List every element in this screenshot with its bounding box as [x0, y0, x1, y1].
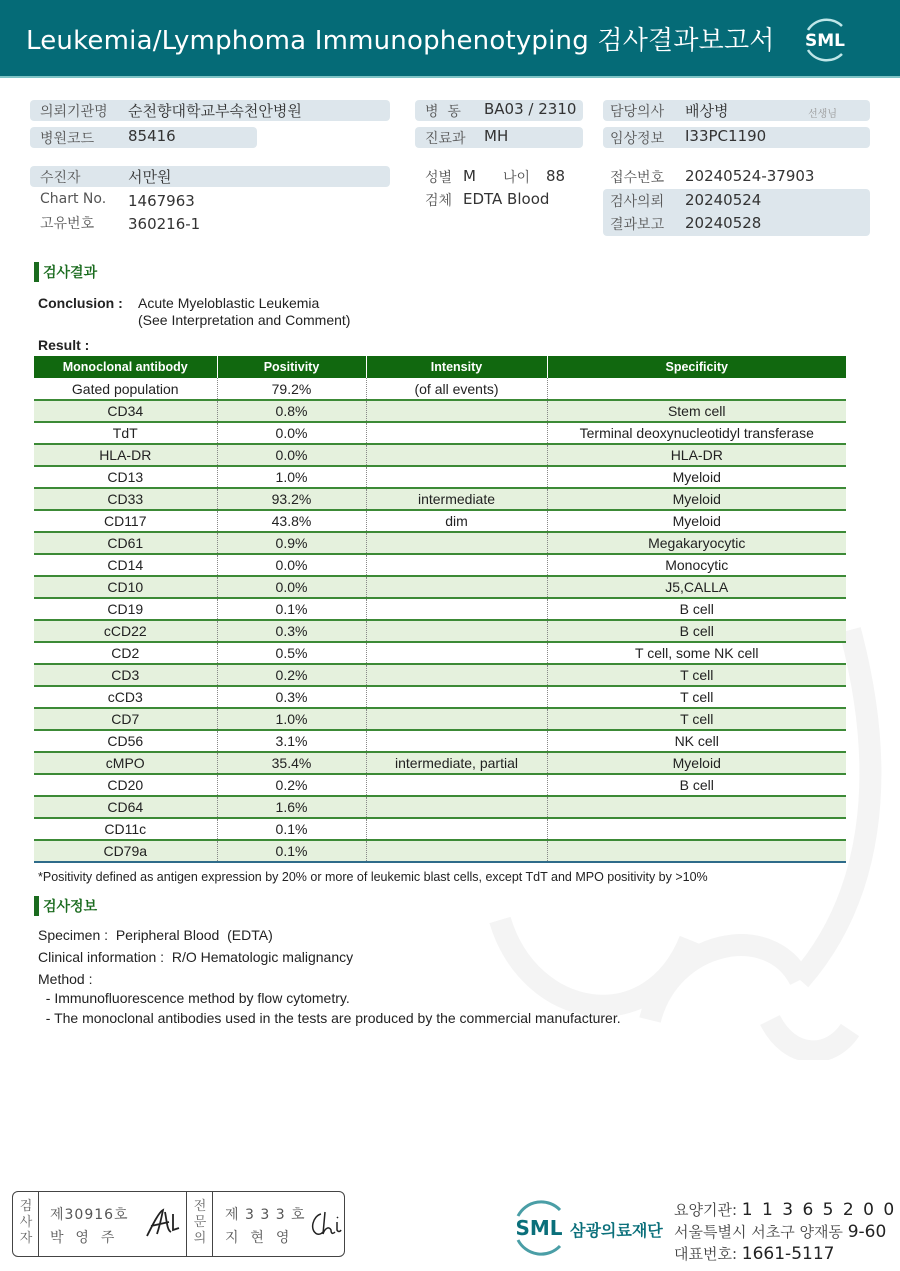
cell-specificity — [547, 840, 846, 862]
report-date-value: 20240528 — [685, 214, 762, 232]
column-header-positivity: Positivity — [217, 356, 366, 378]
cell-intensity — [366, 620, 547, 642]
institution-code-value: 1 1 3 6 5 2 0 0 — [741, 1200, 897, 1220]
cell-intensity — [366, 686, 547, 708]
report-header — [0, 0, 900, 78]
cell-specificity: Monocytic — [547, 554, 846, 576]
conclusion-line1: Acute Myeloblastic Leukemia — [138, 295, 320, 311]
specialist-info-col — [213, 1192, 345, 1256]
table-row — [34, 752, 846, 774]
cell-specificity: Stem cell — [547, 400, 846, 422]
report-title: Leukemia/Lymphoma Immunophenotyping 검사결과보고서 — [26, 26, 775, 56]
table-row — [34, 598, 846, 620]
cell-positivity: 0.8% — [217, 400, 366, 422]
table-row — [34, 554, 846, 576]
method-item: - Immunofluorescence method by flow cytometry. — [38, 990, 350, 1006]
cell-intensity — [366, 818, 547, 840]
phone-value: 1661-5117 — [741, 1244, 835, 1264]
cell-intensity — [366, 774, 547, 796]
table-header-row — [34, 356, 846, 378]
result-label: Result : — [38, 337, 90, 353]
ward-label: 병 동 — [425, 104, 461, 120]
receipt-no-label: 접수번호 — [610, 170, 665, 186]
cell-antibody: CD20 — [34, 774, 217, 796]
cell-specificity — [547, 378, 846, 400]
institution-code-label: 요양기관: — [674, 1201, 738, 1219]
cell-specificity — [547, 796, 846, 818]
cell-antibody: CD34 — [34, 400, 217, 422]
hospital-code-value: 85416 — [128, 127, 176, 145]
request-date-label: 검사의뢰 — [610, 194, 665, 210]
phone-label: 대표번호: — [674, 1245, 738, 1263]
cell-intensity — [366, 400, 547, 422]
examiner-name: 박 영 주 — [50, 1230, 116, 1246]
cell-positivity: 79.2% — [217, 378, 366, 400]
cell-specificity: T cell — [547, 686, 846, 708]
institution-code — [674, 1199, 896, 1220]
clinical-info-value: I33PC1190 — [685, 127, 767, 145]
positivity-footnote: *Positivity defined as antigen expression by 20% or more of leukemic blast cells, except TdT and MPO positivity by >10% — [38, 870, 708, 884]
examiner-info-col — [39, 1192, 187, 1256]
test-info-section-title: 검사정보 — [43, 899, 98, 915]
column-header-specificity: Specificity — [547, 356, 846, 378]
institution-label: 의뢰기관명 — [40, 104, 108, 120]
cell-antibody: cCD3 — [34, 686, 217, 708]
specialist-name: 지 현 영 — [225, 1230, 291, 1246]
cell-positivity: 0.3% — [217, 620, 366, 642]
dept-label: 진료과 — [425, 131, 466, 147]
table-row — [34, 620, 846, 642]
chart-no-label: Chart No. — [40, 191, 107, 207]
examiner-label-col — [13, 1192, 39, 1256]
cell-intensity — [366, 466, 547, 488]
cell-intensity: (of all events) — [366, 378, 547, 400]
cell-specificity: B cell — [547, 774, 846, 796]
cell-positivity: 35.4% — [217, 752, 366, 774]
specialist-license-no: 제 3 3 3 호 — [225, 1207, 306, 1223]
cell-positivity: 0.9% — [217, 532, 366, 554]
cell-positivity: 43.8% — [217, 510, 366, 532]
examiner-signature-icon — [143, 1206, 183, 1240]
cell-positivity: 1.6% — [217, 796, 366, 818]
table-row — [34, 576, 846, 598]
cell-intensity — [366, 708, 547, 730]
sml-logo-icon — [798, 12, 852, 66]
report-date-label: 결과보고 — [610, 217, 665, 233]
age-value: 88 — [546, 167, 566, 185]
address-number: 9-60 — [847, 1222, 887, 1242]
results-table-body — [34, 378, 846, 862]
conclusion-label: Conclusion : — [38, 295, 123, 311]
table-row — [34, 664, 846, 686]
dept-value: MH — [484, 127, 509, 145]
table-row — [34, 818, 846, 840]
cell-specificity: Myeloid — [547, 752, 846, 774]
specialist-signature-icon — [307, 1208, 343, 1240]
address — [674, 1221, 886, 1242]
cell-intensity — [366, 554, 547, 576]
signature-box — [12, 1191, 345, 1257]
cell-intensity — [366, 730, 547, 752]
cell-positivity: 3.1% — [217, 730, 366, 752]
cell-specificity: NK cell — [547, 730, 846, 752]
cell-positivity: 0.1% — [217, 598, 366, 620]
patient-label: 수진자 — [40, 170, 81, 186]
cell-positivity: 0.1% — [217, 840, 366, 862]
cell-intensity — [366, 796, 547, 818]
chart-no-value: 1467963 — [128, 192, 195, 210]
cell-antibody: CD56 — [34, 730, 217, 752]
cell-intensity — [366, 576, 547, 598]
table-row — [34, 422, 846, 444]
cell-specificity: Myeloid — [547, 466, 846, 488]
doctor-suffix: 선생님 — [808, 109, 837, 120]
table-row — [34, 642, 846, 664]
cell-positivity: 0.0% — [217, 422, 366, 444]
cell-antibody: CD7 — [34, 708, 217, 730]
cell-intensity — [366, 532, 547, 554]
table-row — [34, 378, 846, 400]
receipt-no-value: 20240524-37903 — [685, 167, 815, 185]
svg-text:SML: SML — [515, 1216, 563, 1240]
cell-intensity — [366, 840, 547, 862]
cell-antibody: cMPO — [34, 752, 217, 774]
cell-antibody: CD13 — [34, 466, 217, 488]
cell-positivity: 93.2% — [217, 488, 366, 510]
cell-antibody: CD64 — [34, 796, 217, 818]
cell-intensity — [366, 444, 547, 466]
cell-intensity — [366, 422, 547, 444]
table-row — [34, 444, 846, 466]
org-name: 삼광의료재단 — [570, 1221, 663, 1240]
cell-positivity: 0.0% — [217, 576, 366, 598]
cell-positivity: 0.1% — [217, 818, 366, 840]
table-row — [34, 840, 846, 862]
cell-intensity — [366, 598, 547, 620]
cell-specificity: Megakaryocytic — [547, 532, 846, 554]
section-bar — [34, 262, 39, 282]
unique-no-label: 고유번호 — [40, 216, 95, 232]
table-row — [34, 532, 846, 554]
cell-specificity: Myeloid — [547, 488, 846, 510]
phone — [674, 1243, 834, 1264]
table-row — [34, 466, 846, 488]
table-row — [34, 730, 846, 752]
doctor-value: 배상병 — [685, 102, 729, 120]
cell-intensity: dim — [366, 510, 547, 532]
cell-intensity: intermediate — [366, 488, 547, 510]
svg-text:SML: SML — [805, 31, 845, 51]
specimen-label: 검체 — [425, 193, 453, 209]
cell-specificity: J5,CALLA — [547, 576, 846, 598]
unique-no-value: 360216-1 — [128, 215, 201, 233]
cell-antibody: CD79a — [34, 840, 217, 862]
institution-value: 순천향대학교부속천안병원 — [128, 102, 302, 120]
method-item: - The monoclonal antibodies used in the tests are produced by the commercial manufacturer. — [38, 1010, 621, 1026]
patient-row-bg — [30, 166, 390, 187]
sex-value: M — [463, 167, 476, 185]
hospital-code-label: 병원코드 — [40, 131, 95, 147]
cell-specificity: HLA-DR — [547, 444, 846, 466]
specimen-line: Specimen : Peripheral Blood (EDTA) — [38, 927, 273, 943]
cell-specificity — [547, 818, 846, 840]
cell-antibody: CD14 — [34, 554, 217, 576]
examiner-label: 검 사 자 — [19, 1199, 33, 1246]
cell-positivity: 0.2% — [217, 664, 366, 686]
cell-positivity: 1.0% — [217, 466, 366, 488]
ward-value: BA03 / 2310 — [484, 100, 577, 118]
cell-antibody: CD33 — [34, 488, 217, 510]
cell-antibody: CD10 — [34, 576, 217, 598]
cell-specificity: Myeloid — [547, 510, 846, 532]
clinical-line: Clinical information : R/O Hematologic malignancy — [38, 949, 354, 965]
cell-antibody: Gated population — [34, 378, 217, 400]
cell-positivity: 0.3% — [217, 686, 366, 708]
cell-antibody: cCD22 — [34, 620, 217, 642]
column-header-intensity: Intensity — [366, 356, 547, 378]
cell-antibody: CD2 — [34, 642, 217, 664]
method-label: Method : — [38, 971, 93, 987]
cell-antibody: CD19 — [34, 598, 217, 620]
cell-antibody: TdT — [34, 422, 217, 444]
cell-specificity: Terminal deoxynucleotidyl transferase — [547, 422, 846, 444]
specialist-label-col — [187, 1192, 213, 1256]
cell-specificity: T cell — [547, 708, 846, 730]
table-row — [34, 686, 846, 708]
table-row — [34, 400, 846, 422]
patient-value: 서만원 — [128, 168, 172, 186]
cell-specificity: B cell — [547, 598, 846, 620]
table-row — [34, 708, 846, 730]
results-section-title: 검사결과 — [43, 265, 98, 281]
cell-antibody: CD3 — [34, 664, 217, 686]
clinical-info-label: 임상정보 — [610, 131, 665, 147]
sex-label: 성별 — [425, 170, 453, 186]
cell-specificity: T cell, some NK cell — [547, 642, 846, 664]
cell-positivity: 0.0% — [217, 554, 366, 576]
column-header-antibody: Monoclonal antibody — [34, 356, 217, 378]
age-label: 나이 — [503, 170, 531, 186]
cell-antibody: CD117 — [34, 510, 217, 532]
cell-positivity: 1.0% — [217, 708, 366, 730]
section-bar — [34, 896, 39, 916]
table-row — [34, 488, 846, 510]
cell-positivity: 0.5% — [217, 642, 366, 664]
results-table — [34, 356, 846, 863]
cell-antibody: HLA-DR — [34, 444, 217, 466]
table-row — [34, 510, 846, 532]
specimen-value: EDTA Blood — [463, 190, 550, 208]
examiner-license-no: 제30916호 — [50, 1207, 129, 1223]
cell-positivity: 0.2% — [217, 774, 366, 796]
cell-intensity — [366, 664, 547, 686]
address-text: 서울특별시 서초구 양재동 — [674, 1223, 843, 1241]
request-date-value: 20240524 — [685, 191, 762, 209]
cell-intensity — [366, 642, 547, 664]
cell-antibody: CD61 — [34, 532, 217, 554]
specialist-label: 전 문 의 — [193, 1199, 207, 1246]
sml-foundation-logo-icon — [508, 1196, 570, 1258]
doctor-label: 담당의사 — [610, 104, 665, 120]
cell-specificity: T cell — [547, 664, 846, 686]
cell-antibody: CD11c — [34, 818, 217, 840]
table-row — [34, 774, 846, 796]
cell-specificity: B cell — [547, 620, 846, 642]
conclusion-line2: (See Interpretation and Comment) — [138, 312, 351, 328]
table-row — [34, 796, 846, 818]
cell-intensity: intermediate, partial — [366, 752, 547, 774]
cell-positivity: 0.0% — [217, 444, 366, 466]
